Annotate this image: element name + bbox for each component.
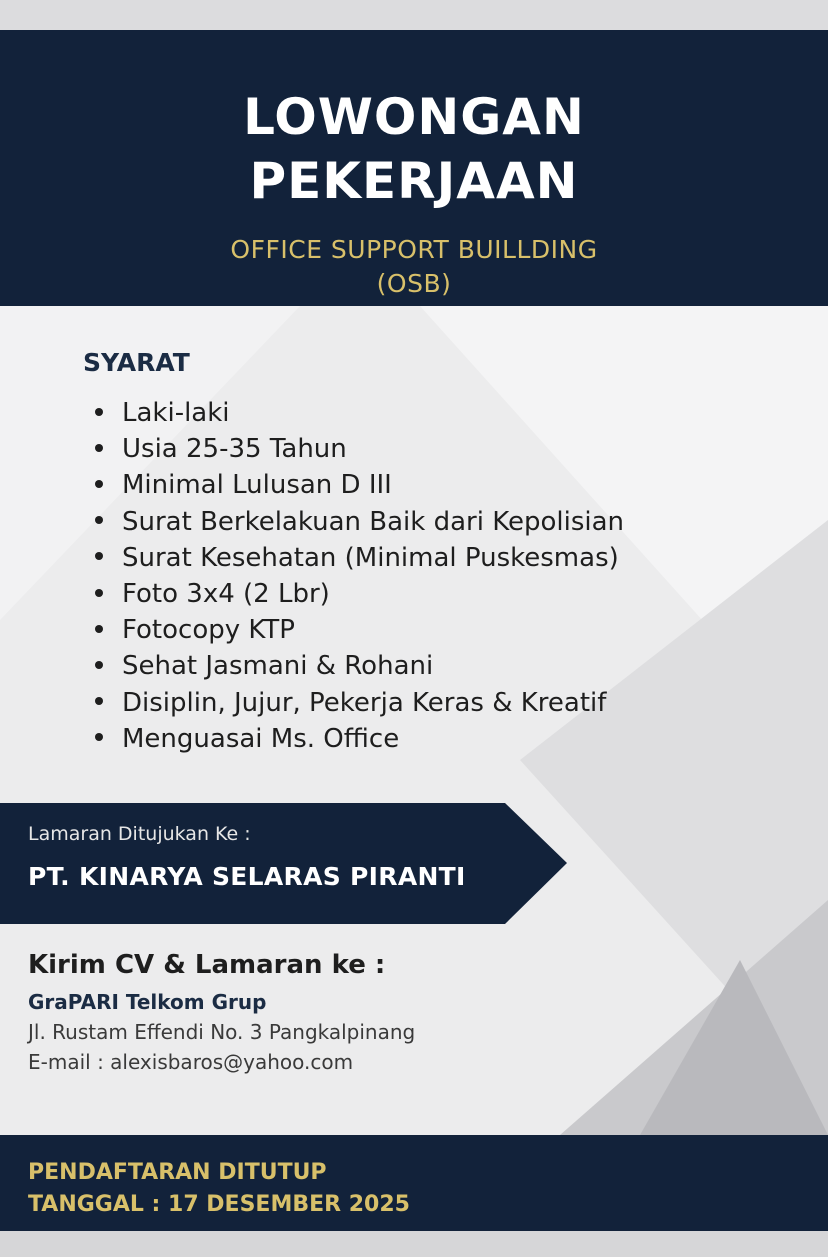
- list-item: Menguasai Ms. Office: [95, 721, 624, 757]
- list-item: Surat Kesehatan (Minimal Puskesmas): [95, 540, 624, 576]
- list-item: Minimal Lulusan D III: [95, 467, 624, 503]
- position-name-line2: (OSB): [376, 269, 452, 298]
- contact-email: E-mail : alexisbaros@yahoo.com: [28, 1050, 354, 1074]
- job-title-line2: PEKERJAAN: [249, 152, 579, 210]
- requirements-list: [95, 395, 624, 757]
- bullet-icon: [95, 697, 103, 705]
- job-title-line1: LOWONGAN: [243, 88, 585, 146]
- bullet-icon: [95, 408, 103, 416]
- company-name: PT. KINARYA SELARAS PIRANTI: [28, 862, 466, 891]
- application-label: Lamaran Ditujukan Ke :: [28, 823, 251, 845]
- contact-section: [28, 950, 415, 1074]
- bullet-icon: [95, 625, 103, 633]
- deadline-line2: TANGGAL : 17 DESEMBER 2025: [28, 1192, 410, 1217]
- position-name: [0, 233, 828, 301]
- contact-heading: Kirim CV & Lamaran ke :: [28, 950, 386, 980]
- bullet-icon: [95, 661, 103, 669]
- position-name-line1: OFFICE SUPPORT BUILLDING: [230, 235, 598, 264]
- bullet-icon: [95, 589, 103, 597]
- registration-deadline: [28, 1157, 410, 1221]
- job-title: [0, 85, 828, 213]
- bullet-icon: [95, 444, 103, 452]
- list-item: Laki-laki: [95, 395, 624, 431]
- contact-organization: GraPARI Telkom Grup: [28, 990, 267, 1014]
- deadline-line1: PENDAFTARAN DITUTUP: [28, 1160, 327, 1185]
- list-item: Fotocopy KTP: [95, 612, 624, 648]
- bullet-icon: [95, 516, 103, 524]
- list-item: Surat Berkelakuan Baik dari Kepolisian: [95, 504, 624, 540]
- bullet-icon: [95, 480, 103, 488]
- header-banner: [0, 30, 828, 306]
- bullet-icon: [95, 552, 103, 560]
- bullet-icon: [95, 733, 103, 741]
- contact-address: Jl. Rustam Effendi No. 3 Pangkalpinang: [28, 1020, 416, 1044]
- application-target: [28, 823, 466, 891]
- requirements-heading: SYARAT: [83, 348, 190, 377]
- list-item: Sehat Jasmani & Rohani: [95, 648, 624, 684]
- list-item: Usia 25-35 Tahun: [95, 431, 624, 467]
- list-item: Foto 3x4 (2 Lbr): [95, 576, 624, 612]
- list-item: Disiplin, Jujur, Pekerja Keras & Kreatif: [95, 685, 624, 721]
